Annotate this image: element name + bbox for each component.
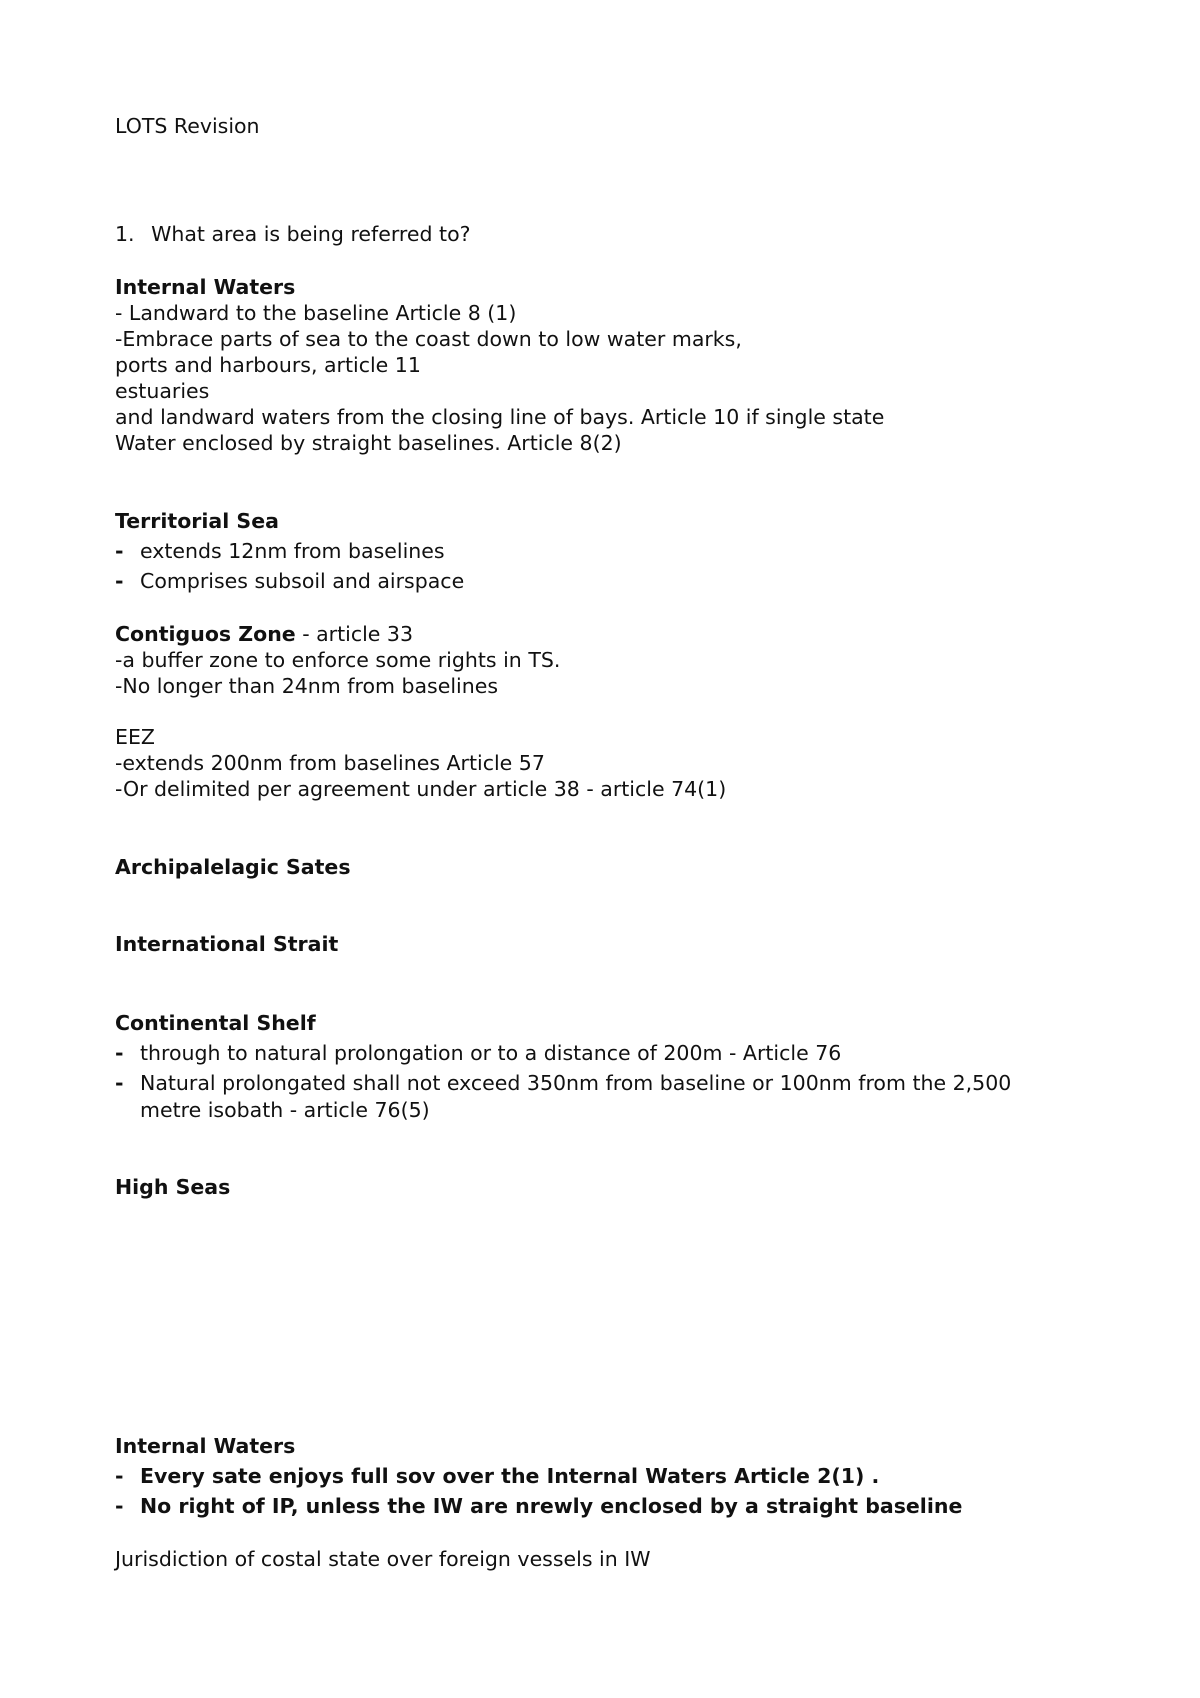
internal-waters-2-heading: Internal Waters <box>115 1434 296 1458</box>
territorial-sea-heading: Territorial Sea <box>115 509 279 533</box>
eez-heading: EEZ <box>115 725 155 749</box>
contiguous-zone-article: - article 33 <box>295 622 414 646</box>
internal-waters-line: estuaries <box>115 379 210 403</box>
continental-shelf-heading: Continental Shelf <box>115 1011 316 1035</box>
bullet-dash: - <box>115 1464 124 1488</box>
bullet-text: extends 12nm from baselines <box>140 539 445 563</box>
high-seas-heading: High Seas <box>115 1175 231 1199</box>
bullet-dash: - <box>115 1041 124 1065</box>
question-number: 1. <box>115 222 135 246</box>
bullet-text: through to natural prolongation or to a distance of 200m - Article 76 <box>140 1041 842 1065</box>
question <box>115 221 471 247</box>
bullet-text: No right of IP, unless the IW are nrewly enclosed by a straight baseline <box>140 1494 963 1518</box>
internal-waters-line: Water enclosed by straight baselines. Article 8(2) <box>115 431 622 455</box>
internal-waters-line: -Embrace parts of sea to the coast down to low water marks, <box>115 327 742 351</box>
internal-waters-line: and landward waters from the closing line of bays. Article 10 if single state <box>115 405 885 429</box>
bullet-text: Comprises subsoil and airspace <box>140 569 465 593</box>
internal-waters-line: ports and harbours, article 11 <box>115 353 421 377</box>
bullet-dash: - <box>115 539 124 563</box>
contiguous-zone-heading-line <box>115 621 413 647</box>
contiguous-zone-line: -No longer than 24nm from baselines <box>115 674 499 698</box>
strait-heading: International Strait <box>115 932 339 956</box>
bullet-dash: - <box>115 1494 124 1518</box>
archipelagic-heading: Archipalelagic Sates <box>115 855 351 879</box>
contiguous-zone-heading: Contiguos Zone <box>115 622 296 646</box>
internal-waters-heading: Internal Waters <box>115 275 296 299</box>
eez-line: -Or delimited per agreement under article 38 - article 74(1) <box>115 777 727 801</box>
jurisdiction-line: Jurisdiction of costal state over foreign vessels in IW <box>115 1547 651 1571</box>
bullet-text: Every sate enjoys full sov over the Internal Waters Article 2(1) . <box>140 1464 880 1488</box>
internal-waters-line: - Landward to the baseline Article 8 (1) <box>115 301 517 325</box>
bullet-dash: - <box>115 569 124 593</box>
doc-title: LOTS Revision <box>115 114 260 138</box>
question-text: What area is being referred to? <box>151 222 471 246</box>
eez-line: -extends 200nm from baselines Article 57 <box>115 751 545 775</box>
contiguous-zone-line: -a buffer zone to enforce some rights in TS. <box>115 648 561 672</box>
bullet-text: Natural prolongated shall not exceed 350nm from baseline or 100nm from the 2,500 <box>140 1071 1012 1095</box>
bullet-text: metre isobath - article 76(5) <box>140 1098 430 1122</box>
bullet-dash: - <box>115 1071 124 1095</box>
